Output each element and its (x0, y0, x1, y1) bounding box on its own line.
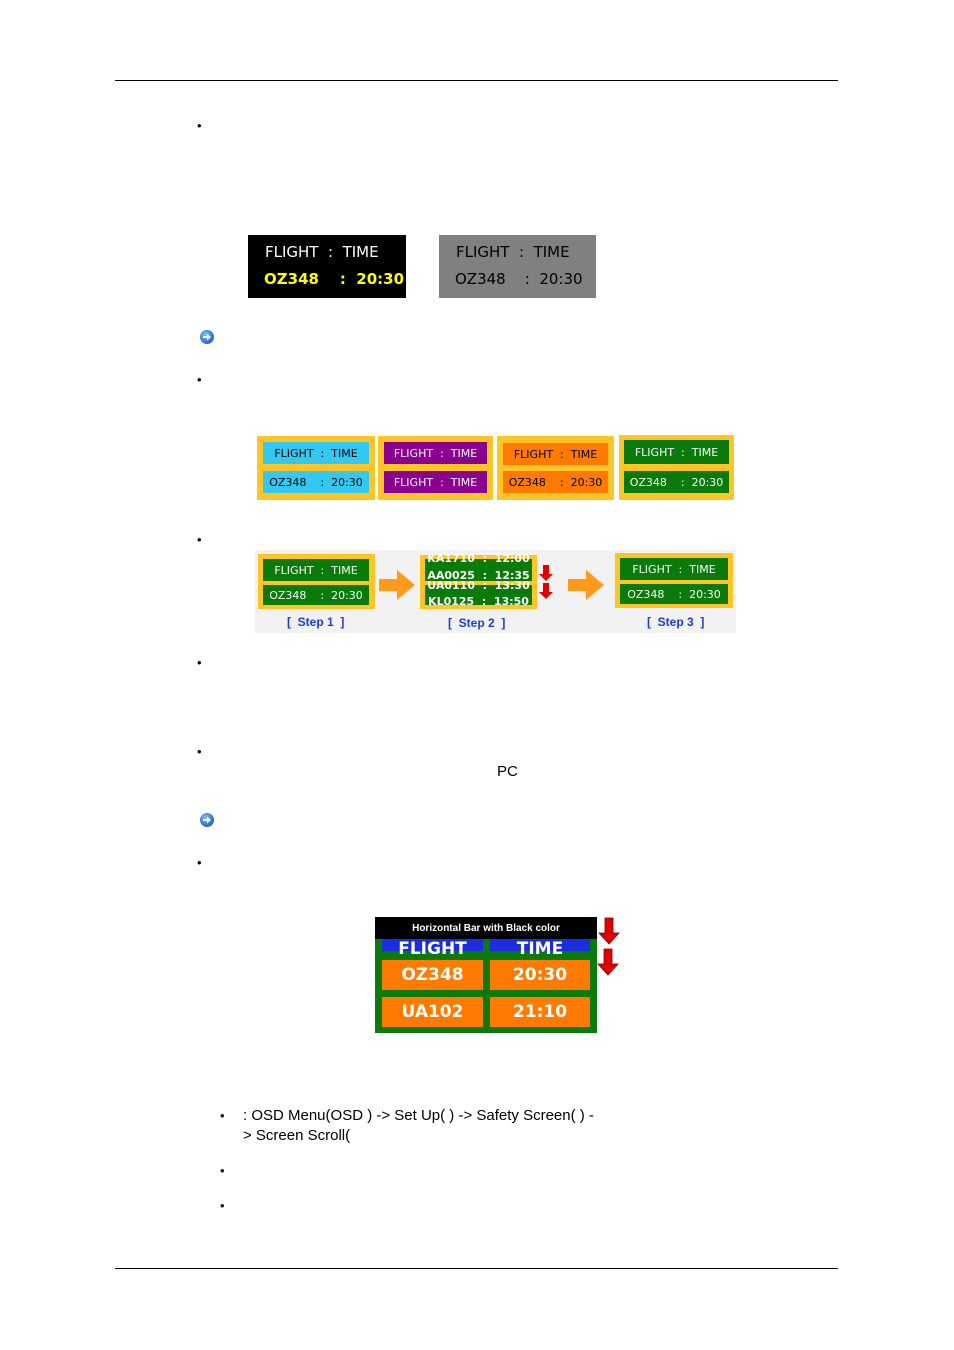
header-rule (115, 80, 838, 81)
info-arrow-icon (200, 330, 214, 344)
panel-row: FLIGHT : TIME (384, 471, 487, 493)
display-line1: FLIGHT : TIME (265, 243, 379, 261)
panel-row: OZ348 : 20:30 (263, 471, 369, 493)
bullet: • (220, 1198, 225, 1213)
down-arrow-icon (539, 583, 553, 599)
down-arrow-icon (539, 565, 553, 581)
color-panel-green (619, 435, 734, 500)
scroll-text: UA0110 : 13:30 (427, 579, 530, 592)
menu-path-line2: > Screen Scroll( (243, 1127, 351, 1144)
bullet: • (197, 532, 202, 547)
bullet: • (197, 372, 202, 387)
display-line2: OZ348 : 20:30 (455, 270, 583, 288)
step3-panel (615, 553, 733, 608)
info-arrow-icon (200, 813, 214, 827)
display-normal (248, 235, 406, 298)
footer-rule (115, 1268, 838, 1269)
right-arrow-icon (379, 570, 415, 600)
panel-row: FLIGHT : TIME (384, 442, 487, 464)
board-cell: OZ348 (382, 960, 483, 990)
menu-path-line1: : OSD Menu(OSD ) -> Set Up( ) -> Safety Screen( ) - (243, 1107, 594, 1124)
step2-panel (420, 552, 537, 609)
bullet: • (220, 1108, 225, 1123)
panel-row: FLIGHT : TIME (263, 442, 369, 464)
board-cell: UA102 (382, 997, 483, 1027)
panel-row: OZ348 : 20:30 (263, 585, 369, 605)
display-line1: FLIGHT : TIME (456, 243, 570, 261)
panel-row: OZ348 : 20:30 (620, 584, 728, 604)
panel-row: FLIGHT : TIME (503, 443, 608, 465)
bullet: • (197, 118, 202, 133)
panel-row: FLIGHT : TIME (624, 440, 729, 464)
scroll-text: AA0025 : 12:35 (427, 569, 530, 582)
scroll-row (425, 552, 532, 582)
panel-row: OZ348 : 20:30 (503, 471, 608, 493)
board-cell: 21:10 (490, 997, 590, 1027)
step2-label: [ Step 2 ] (448, 616, 506, 630)
board-header-text: TIME (516, 939, 564, 959)
board-cell: 20:30 (490, 960, 590, 990)
panel-row: OZ348 : 20:30 (624, 471, 729, 493)
color-panel-cyan (257, 436, 375, 500)
scroll-text: KA1710 : 12:00 (427, 552, 530, 565)
step1-label: [ Step 1 ] (287, 615, 345, 629)
color-panel-purple (378, 436, 493, 500)
bullet: • (197, 855, 202, 870)
flight-board (375, 917, 597, 1033)
down-arrow-icon (599, 918, 619, 944)
scroll-text: KL0125 : 13:50 (428, 595, 529, 608)
panel-row: FLIGHT : TIME (620, 558, 728, 580)
black-bar: Horizontal Bar with Black color (375, 917, 597, 939)
color-panel-orange (497, 436, 614, 500)
down-arrow-icon (598, 949, 618, 975)
display-line2: OZ348 : 20:30 (264, 270, 405, 288)
panel-row: FLIGHT : TIME (263, 559, 369, 581)
step3-label: [ Step 3 ] (647, 615, 705, 629)
scroll-row (425, 579, 532, 608)
pc-label: PC (497, 763, 518, 780)
display-reduced (439, 235, 596, 298)
bullet: • (197, 744, 202, 759)
bullet: • (220, 1163, 225, 1178)
right-arrow-icon (568, 570, 604, 600)
board-header-text: FLIGHT (398, 939, 467, 959)
step1-panel (258, 554, 375, 609)
bullet: • (197, 655, 202, 670)
